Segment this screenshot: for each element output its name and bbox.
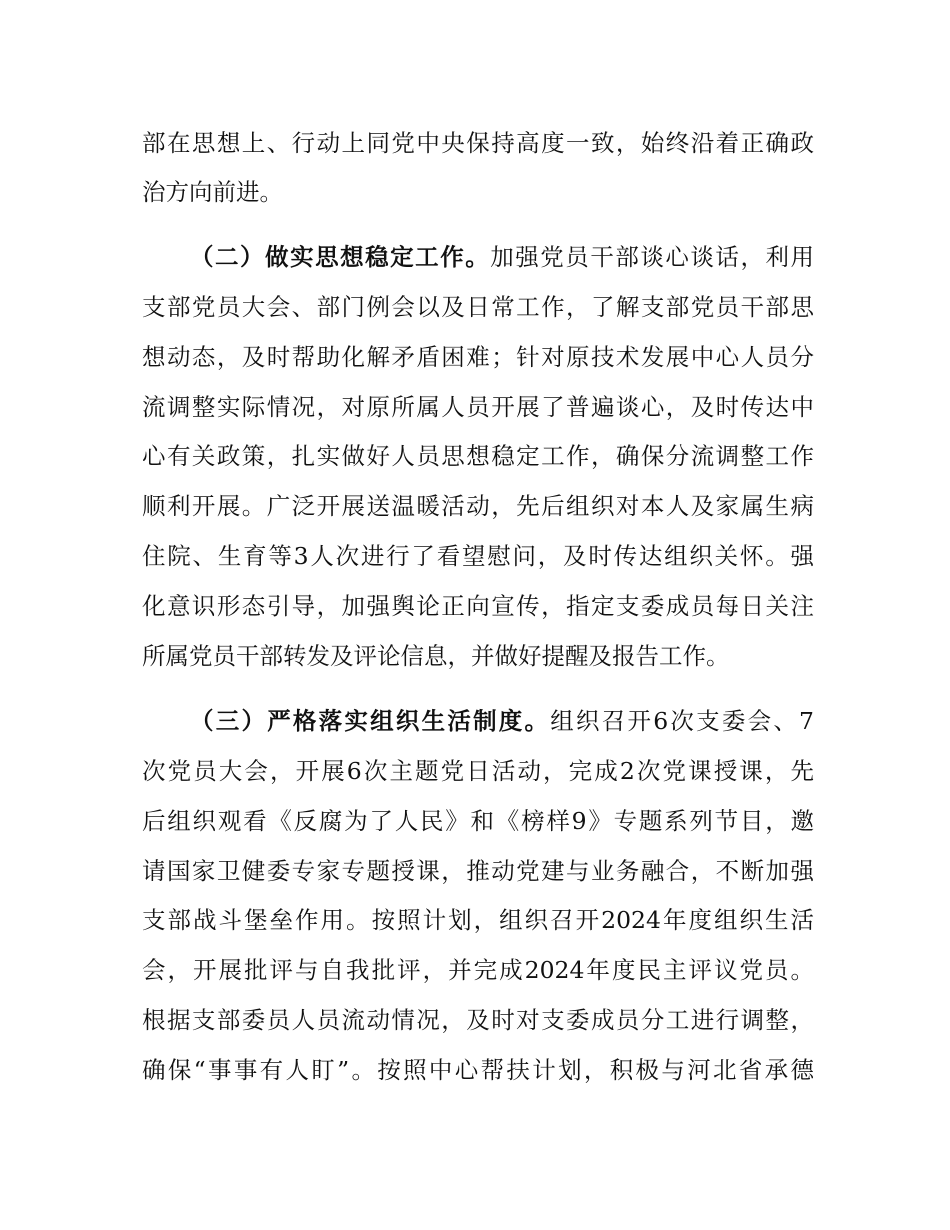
paragraph-2-line-2: 支部党员大会、部门例会以及日常工作，了解支部党员干部思 <box>142 293 814 321</box>
paragraph-1-line-1: 部在思想上、行动上同党中央保持高度一致，始终沿着正确政 <box>142 129 814 157</box>
paragraph-1-line-2: 治方向前进。 <box>142 178 283 206</box>
paragraph-3-line-7: 根据支部委员人员流动情况，及时对支委成员分工进行调整， <box>142 1006 814 1034</box>
paragraph-2-line-5: 心有关政策，扎实做好人员思想稳定工作，确保分流调整工作 <box>142 442 814 470</box>
paragraph-3-first-line-text: 组织召开6次支委会、7 <box>550 707 814 735</box>
paragraph-3-line-3: 后组织观看《反腐为了人民》和《榜样9》专题系列节目，邀 <box>142 807 814 835</box>
paragraph-2-line-6: 顺利开展。广泛开展送温暖活动，先后组织对本人及家属生病 <box>142 492 814 520</box>
paragraph-2-line-8: 化意识形态引导，加强舆论正向宣传，指定支委成员每日关注 <box>142 592 814 620</box>
paragraph-3-heading: （三）严格落实组织生活制度。 <box>190 707 551 735</box>
paragraph-3-first-line <box>190 696 814 747</box>
paragraph-3-line-2: 次党员大会，开展6次主题党日活动，完成2次党课授课，先 <box>142 757 814 785</box>
paragraph-3-line-8: 确保“事事有人盯”。按照中心帮扶计划，积极与河北省承德 <box>142 1056 814 1084</box>
paragraph-2-line-7: 住院、生育等3人次进行了看望慰问，及时传达组织关怀。强 <box>142 542 814 570</box>
paragraph-3-line-5: 支部战斗堡垒作用。按照计划，组织召开2024年度组织生活 <box>142 906 814 934</box>
paragraph-2-line-9: 所属党员干部转发及评论信息，并做好提醒及报告工作。 <box>142 642 730 670</box>
paragraph-3-line-4: 请国家卫健委专家专题授课，推动党建与业务融合，不断加强 <box>142 857 814 885</box>
paragraph-2-first-line <box>190 232 814 283</box>
paragraph-3-line-6: 会，开展批评与自我批评，并完成2024年度民主评议党员。 <box>142 956 814 984</box>
paragraph-2-line-3: 想动态，及时帮助化解矛盾困难；针对原技术发展中心人员分 <box>142 343 814 371</box>
paragraph-2-line-4: 流调整实际情况，对原所属人员开展了普遍谈心，及时传达中 <box>142 393 814 421</box>
paragraph-2-first-line-text: 加强党员干部谈心谈话，利用 <box>490 243 814 271</box>
paragraph-2-heading: （二）做实思想稳定工作。 <box>190 243 491 271</box>
